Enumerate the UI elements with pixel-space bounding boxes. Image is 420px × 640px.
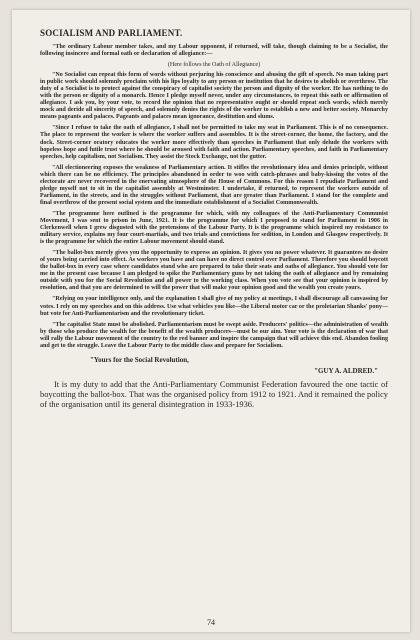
paragraph-7: "The capitalist State must be abolished. Parliamentarism must be swept aside. Producers' politics—the administration of wealth by those who produce the wealth for the benefit of the wealth producers—must be our aim. Your vote is the declaration of war that will rally the Labour movement of the country to the red banner and inspire the campaign that will achieve this end. Abandon fooling and get to the struggle. Leave the Labour Party to the middle class and prepare for Socialism.	[40, 321, 388, 349]
intro-paragraph: "The ordinary Labour member takes, and my Labour opponent, if returned, will take, though claiming to be a Socialist, the following insincere and formal oath or declaration of allegiance:—	[40, 44, 388, 58]
signature: "GUY A. ALDRED."	[314, 366, 378, 375]
paragraph-1: "No Socialist can repeat this form of words without perjuring his conscience and abusing the gift of speech. No man taking part in public work should solemnly proclaim with his lips loyalty to any person or institution that he desires to abolish or overthrow. The duty of a Socialist is to protect against the conspiracy of capitalist society the person and dignity of the worker. He has nothing to do with the person or dignity of a monarch. Hence I pledge myself never, under any circumstances, to repeat this oath or affirmation of allegiance. I ask you, by your vote, to record the opinion that no representative ought or should repeat such words, which merely mock and deride all sincerity of speech, and solemnly denies the rights of the worker to establish a new and better society. Monarchy means pageants and palaces. Pageants and palaces mean ignorance, destitution and slums.	[40, 72, 388, 121]
paragraph-5: "The ballot-box merely gives you the opportunity to express an opinion. It gives you no power whatever. It guarantees no desire of yours being carried into effect. As workers you have and can have no direct control over Parliament. Therefore you should boycott the ballot-box in every case where candidates stand who are prepared to take their seats and oaths of allegiance. You should vote for me in the present case because I am pledged to spike the Parliamentary guns by not taking the oath of allegiance and by remaining outside with you for the Social Revolution and all power to the working class. When you vote see that your opinion is inspired by resolution, and that you are determined to will the power that will make your opinion good and the wealth you create yours.	[40, 250, 388, 292]
page-title: SOCIALISM AND PARLIAMENT.	[40, 28, 183, 38]
paragraph-3: "All electioneering exposes the weakness of Parliamentary action. It stifles the revolutionary idea and denies principle, without which there can be no efficiency. The principles abandoned in order to woo with catch-phrases and baby-kissing the votes of the electorate are never recovered in the enervating atmosphere of the House of Commons. For this reason I repudiate Parliament and pledge myself not to sit in the capitalist assembly at Westminster. I undertake, if returned, to represent the workers outside of Parliament, in the streets, and in the struggles without Parliament, that are greater than Parliament. I stand for the complete and final overthrow of the present social system and the immediate establishment of a Socialist Commonwealth.	[40, 164, 388, 206]
paragraph-2: "Since I refuse to take the oath of allegiance, I shall not be permitted to take my seat in Parliament. This is of no consequence. The place to represent the worker is where the worker suffers and assembles. It is the street-corner, the home, the factory, and the dock. Street-corner oratory educates the worker more effectively than speeches in Parliament that only delude the workers with hopeless hope and futile trust where he should be aroused with faith and action. Parliamentary speeches, and faith in Parliamentary speeches, help capitalism, not Socialism. They assist the Stock Exchange, not the gutter.	[40, 125, 388, 160]
oath-note: (Here follows the Oath of Allegiance)	[167, 62, 261, 69]
signoff-line: "Yours for the Social Revolution,	[90, 355, 189, 364]
paragraph-4: "The programme here outlined is the programme for which, with my colleagues of the Anti-Parliamentary Communist Movement, I was sent to prison in June, 1921. It is the programme for which I proposed to stand for Parliament in 1906 in Clerkenwell when I grew disgusted with the pretensions of the Labour Party. It is the programme which inspired my resistance to military service, explains my four court-martials, and two trials and convictions for sedition, in London and Glasgow respectively. It is the programme for which the entire Labour movement should stand.	[40, 210, 388, 246]
closing-paragraph: It is my duty to add that the Anti-Parliamentary Communist Federation favoured the one tactic of boycotting the ballot-box. That was the organised policy from 1912 to 1921. And it remained the policy of the organisation until its general disintegration in 1933-1936.	[40, 379, 388, 410]
paragraph-6: "Relying on your intelligence only, and the explanation I shall give of my policy at meetings, I shall discourage all canvassing for votes. I rely on my speeches and on this address. Use what vehicles you like—the Liberal motor car or the proletarian Shanks' pony—but vote for Anti-Parliamentarism and the revolutionary ticket.	[40, 296, 388, 317]
page-number: 74	[207, 618, 215, 627]
page-content	[40, 28, 388, 410]
document-page	[12, 10, 410, 632]
